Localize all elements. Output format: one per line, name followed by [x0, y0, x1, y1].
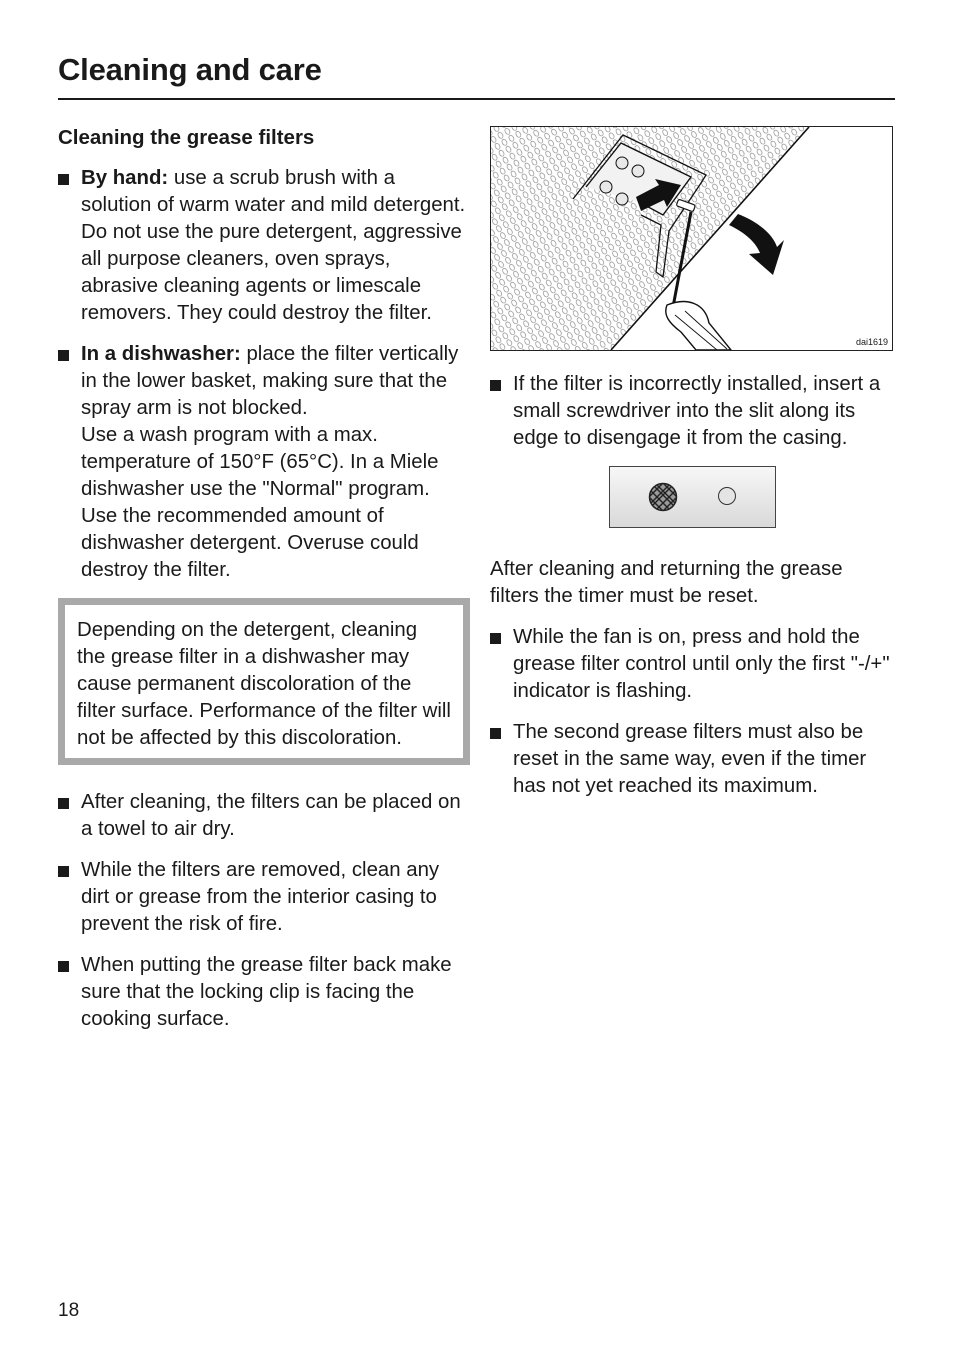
list-item: [58, 952, 466, 1033]
press-hold-text: While the fan is on, press and hold the grease filter control until only the first "-/+" indicator is flashing.: [513, 626, 890, 702]
page-number: 18: [58, 1300, 80, 1321]
filter-indicator-light: [718, 487, 736, 505]
screwdriver-text: If the filter is incorrectly installed, insert a small screwdriver into the slit along its edge to disengage it from the casing.: [513, 373, 881, 449]
screwdriver-item: [490, 371, 895, 452]
left-column: [58, 124, 466, 1047]
list-item: [58, 857, 466, 938]
warning-text: Depending on the detergent, cleaning the grease filter in a dishwasher may cause permanent discoloration of the filter surface. Performance of the filter will not be affected by this discoloration.: [77, 619, 451, 749]
right-column: [490, 126, 895, 814]
dishwasher-paragraph: [81, 341, 466, 422]
by-hand-note: Do not use the pure detergent, aggressive all purpose cleaners, oven sprays, abrasive cleaning agents or limescale removers. They could destroy the filter.: [81, 221, 462, 324]
dishwasher-text: place the filter vertically in the lower basket, making sure that the spray arm is not blocked.: [81, 343, 459, 419]
reset-intro: After cleaning and returning the grease filters the timer must be reset.: [490, 558, 843, 607]
clean-casing-text: While the filters are removed, clean any dirt or grease from the interior casing to prevent the risk of fire.: [81, 859, 440, 935]
title-divider: [58, 98, 895, 100]
dishwasher-item: [58, 341, 466, 584]
list-item: [490, 624, 895, 705]
dishwasher-label: In a dishwasher:: [81, 343, 241, 365]
list-item: [490, 719, 895, 800]
filter-removal-drawing: [491, 127, 892, 350]
by-hand-label: By hand:: [81, 167, 169, 189]
dishwasher-note-detergent: Use the recommended amount of dishwasher detergent. Overuse could destroy the filter.: [81, 505, 419, 581]
dishwasher-note-program: Use a wash program with a max. temperature of 150°F (65°C). In a Miele dishwasher use the "Normal" program.: [81, 424, 439, 500]
by-hand-text: use a scrub brush with a solution of warm water and mild detergent.: [81, 167, 466, 216]
by-hand-item: [58, 165, 466, 327]
section-heading: Cleaning the grease filters: [58, 126, 315, 149]
list-item: [58, 789, 466, 843]
grease-filter-icon: [648, 482, 678, 512]
second-filter-text: The second grease filters must also be reset in the same way, even if the timer has not yet reached its maximum.: [513, 721, 867, 797]
page-title: Cleaning and care: [58, 52, 322, 87]
figure-code: dai1619: [855, 337, 888, 347]
warning-box: [58, 598, 470, 765]
air-dry-text: After cleaning, the filters can be placed on a towel to air dry.: [81, 791, 461, 840]
screwdriver-illustration: [490, 126, 893, 351]
grease-filter-control-panel: [609, 466, 776, 528]
locking-clip-text: When putting the grease filter back make sure that the locking clip is facing the cooking surface.: [81, 954, 452, 1030]
by-hand-paragraph: [81, 165, 466, 219]
